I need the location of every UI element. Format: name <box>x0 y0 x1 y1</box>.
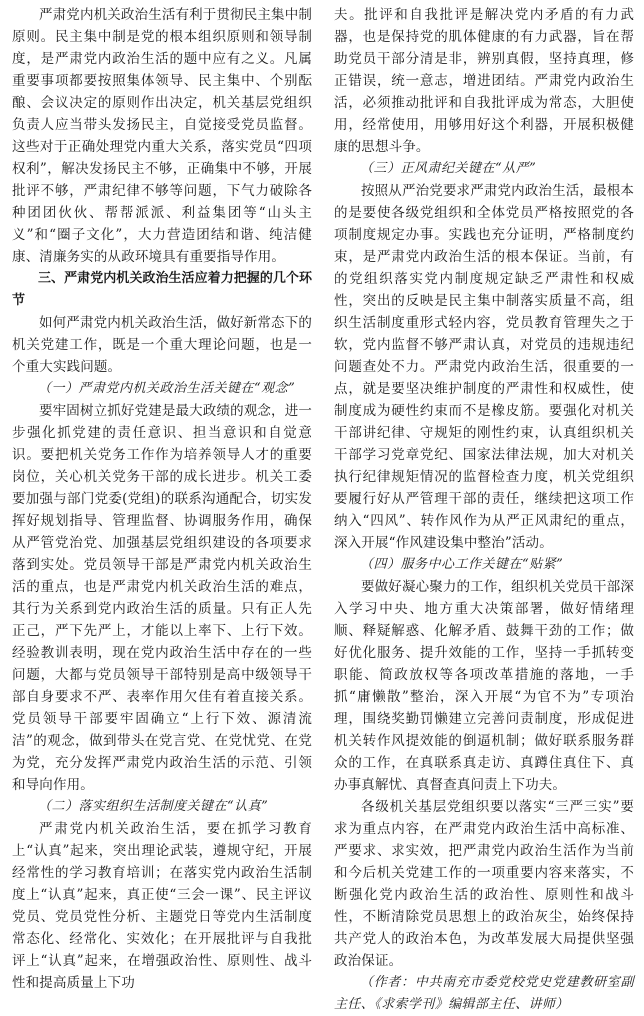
subsection-heading: （一）严肃党内机关政治生活关键在“观念” <box>38 381 296 396</box>
author-note: （作者：中共南充市委党校党史党建教研室副主任、《求索学刊》编辑部主任、讲师） <box>334 975 634 1012</box>
paragraph: 按照从严治党要求严肃党内政治生活，最根本的是要使各级党组织和全体党员严格按照党的各项制度规定办事。实践也充分证明，严格制度约束，是严肃党内政治生活的根本保证。当前，有的党组织落实党内制度规定缺乏严肃性和权威性，突出的反映是民主集中制落实质量不高，组织生活制度重形式轻内容，党员教育管理失之于软，党内监督不够严肃认真，对党员的违规违纪问题查处不力。严肃党内政治生活，很重要的一点，就是要坚决维护制度的严肃性和权威性，使制度成为硬性约束而不是橡皮筋。要强化对机关干部讲纪律、守规矩的刚性约束，认真组织机关干部学习党章党纪、国家法律法规，加大对机关执行纪律规矩情况的监督检查力度，机关党组织要履行好从严管理干部的责任，继续把这项工作纳入“四风”、转作风作为从严正风肃纪的重点，深入开展“作风建设集中整治”活动。 <box>334 183 634 551</box>
right-column <box>334 4 634 1012</box>
paragraph: 要做好凝心聚力的工作，组织机关党员干部深入学习中央、地方重大决策部署，做好情绪理顺、释疑解惑、化解矛盾、鼓舞干劲的工作；做好优化服务、提升效能的工作，坚持一手抓转变职能、简政放权等各项改革措施的落地，一手抓“庸懒散”整治，深入开展“为官不为”专项治理，围绕奖勤罚懒建立完善问责制度，形成促进机关转作风提效能的倒逼机制；做好联系服务群众的工作，在真联系真走访、真蹲住真住下、真办事真解忧、真督查真问责上下功夫。 <box>334 579 634 793</box>
subsection-heading: （四）服务中心工作关键在“贴紧” <box>360 557 564 572</box>
paragraph: 各级机关基层党组织要以落实“三严三实”要求为重点内容，在严肃党内政治生活中高标准、严要求、求实效，把严肃党内政治生活作为当前和今后机关党建工作的一项重要内容来落实，不断强化党内政治生活的政治性、原则性和战斗性，不断清除党员思想上的政治灰尘，始终保持共产党人的政治本色，为改革发展大局提供坚强政治保证。 <box>334 799 634 969</box>
paragraph: 严肃党内机关政治生活，要在抓学习教育上“认真”起来，突出理论武装，遵规守纪，开展经常性的学习教育培训；在落实党内政治生活制度上“认真”起来，真正使“三会一课”、民主评议党员、党员党性分析、主题党日等党内生活制度常态化、经常化、实效化；在开展批评与自我批评上“认真”起来，在增强政治性、原则性、战斗性和提高质量上下功 <box>12 821 312 991</box>
paragraph: 严肃党内机关政治生活有利于贯彻民主集中制原则。民主集中制是党的根本组织原则和领导制度，是严肃党内政治生活的题中应有之义。凡属重要事项都要按照集体领导、民主集中、个别酝酿、会议决定的原则作出决定，机关基层党组织负责人应当带头发扬民主，自觉接受党员监督。这些对于正确处理党内重大关系，落实党员“四项权利”，解决发扬民主不够，正确集中不够，开展批评不够，严肃纪律不够等问题，下气力破除各种团团伙伙、帮帮派派、利益集团等“山头主义”和“圈子文化”，大力营造团结和谐、纯洁健康、清廉务实的从政环境具有重要指导作用。 <box>12 7 312 265</box>
paragraph: 要牢固树立抓好党建是最大政绩的观念，进一步强化抓党建的责任意识、担当意识和自觉意识。要把机关党务工作作为培养领导人才的重要岗位，关心机关党务干部的成长进步。机关工委要加强与部门党委(党组)的联系沟通配合，切实发挥好规划指导、管理监督、协调服务作用，确保从严管党治党、加强基层党组织建设的各项要求落到实处。党员领导干部是严肃党内机关政治生活的重点，也是严肃党内机关政治生活的难点，其行为关系到党内政治生活的质量。只有正人先正己，严下先严上，才能以上率下、上行下效。经验教训表明，现在党内政治生活中存在的一些问题，大都与党员领导干部特别是高中级领导干部自身要求不严、表率作用欠佳有着直接关系。党员领导干部要牢固确立“上行下效、源清流洁”的观念，做到带头在党言党、在党忧党、在党为党，充分发挥严肃党内政治生活的示范、引领和导向作用。 <box>12 403 312 793</box>
paragraph: 如何严肃党内机关政治生活，做好新常态下的机关党建工作，既是一个重大理论问题，也是一个重大实践问题。 <box>12 315 312 375</box>
subsection-heading: （二）落实组织生活制度关键在“认真” <box>38 799 269 814</box>
section-heading: 三、严肃党内机关政治生活应着力把握的几个环节 <box>12 271 312 308</box>
left-column <box>12 4 312 991</box>
paragraph: 夫。批评和自我批评是解决党内矛盾的有力武器，也是保持党的肌体健康的有力武器，旨在帮助党员干部分清是非，辨别真假，坚持真理，修正错误，统一意志，增进团结。严肃党内政治生活，必须推动批评和自我批评成为常态，大胆使用，经常使用，用够用好这个利器，开展积极健康的思想斗争。 <box>334 7 634 155</box>
subsection-heading: （三）正风肃纪关键在“从严” <box>360 161 537 176</box>
